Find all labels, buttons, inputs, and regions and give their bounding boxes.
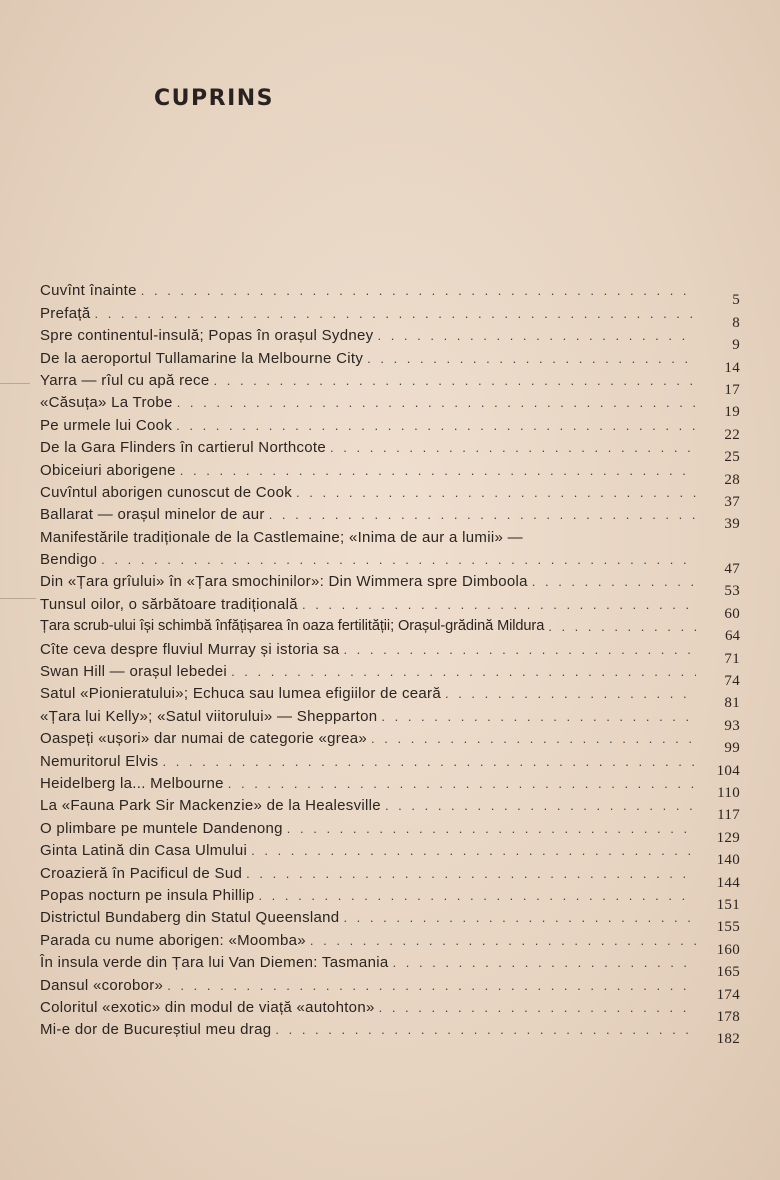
- toc-entry[interactable]: [40, 971, 740, 1003]
- leader-dots: [177, 394, 696, 411]
- toc-entry-page: 160: [716, 941, 740, 958]
- leader-dots: [310, 932, 696, 949]
- toc-entry-page: 22: [724, 426, 740, 443]
- leader-dots: [381, 708, 696, 725]
- toc-entry-title: Heidelberg la... Melbourne: [40, 774, 224, 792]
- toc-entry-title: Obiceiuri aborigene: [40, 461, 176, 479]
- leader-dots: [532, 573, 696, 590]
- toc-entry[interactable]: [40, 568, 740, 600]
- toc-entry-title: Ginta Latină din Casa Ulmului: [40, 842, 248, 860]
- toc-entry-title: Popas nocturn pe insula Phillip: [40, 886, 255, 904]
- toc-entry-title: Bendigo: [40, 551, 98, 569]
- toc-entry-page: 47: [724, 561, 740, 578]
- toc-entry[interactable]: [40, 590, 740, 622]
- toc-entry[interactable]: [40, 792, 740, 824]
- leader-dots: [246, 865, 696, 882]
- toc-entry-page: 53: [724, 583, 740, 600]
- toc-entry-page: 104: [716, 762, 740, 779]
- toc-entry-title: Satul «Pionieratului»; Echuca sau lumea efigiilor de ceară: [40, 685, 441, 703]
- toc-entry-title: Coloritul «exotic» din modul de viață «autohton»: [40, 998, 375, 1016]
- leader-dots: [393, 954, 697, 971]
- leader-dots: [251, 842, 696, 859]
- toc-entry-title: Din «Țara grîului» în «Țara smochinilor»: Din Wimmera spre Dimboola: [40, 573, 528, 591]
- toc-entry[interactable]: [40, 904, 740, 936]
- leader-dots: [228, 775, 696, 792]
- leader-dots: [385, 797, 696, 814]
- leader-dots: [343, 641, 696, 658]
- leader-dots: [141, 282, 696, 299]
- leader-dots: [371, 730, 696, 747]
- toc-entry[interactable]: [40, 456, 740, 488]
- toc-entry[interactable]: [40, 926, 740, 958]
- toc-entry-page: 178: [716, 1008, 740, 1025]
- toc-entry[interactable]: [40, 479, 740, 510]
- toc-entry[interactable]: [40, 949, 740, 981]
- toc-entry-page: 17: [724, 381, 740, 398]
- leader-dots: [296, 484, 696, 501]
- toc-entry[interactable]: [40, 434, 740, 466]
- toc-entry[interactable]: [40, 770, 740, 801]
- toc-entry-title: Districtul Bundaberg din Statul Queensland: [40, 909, 340, 927]
- toc-entry-page: 14: [724, 359, 740, 376]
- toc-entry-title: Cîte ceva despre fluviul Murray și istoria sa: [40, 640, 340, 658]
- toc-entry[interactable]: [40, 501, 740, 533]
- toc-entry[interactable]: [40, 702, 740, 734]
- toc-entry[interactable]: [40, 837, 740, 869]
- toc-entry-page: 5: [732, 292, 740, 309]
- toc-entry[interactable]: [40, 658, 740, 690]
- toc-entry-page: 93: [724, 717, 740, 734]
- toc-entry-page: 182: [716, 1031, 740, 1048]
- toc-entry[interactable]: [40, 680, 740, 712]
- toc-entry-page: 81: [724, 695, 740, 712]
- leader-dots: [377, 327, 696, 344]
- toc-entry-page: 155: [716, 919, 740, 936]
- toc-entry-title: Swan Hill — orașul lebedei: [40, 663, 228, 681]
- toc-entry[interactable]: [40, 322, 740, 354]
- table-of-contents: [40, 277, 740, 1048]
- leader-dots: [167, 977, 696, 994]
- toc-entry-title: Mi-e dor de Bucureștiul meu drag: [40, 1021, 272, 1039]
- toc-entry-page: 9: [732, 337, 740, 354]
- leader-dots: [258, 887, 696, 904]
- toc-entry[interactable]: [40, 277, 740, 309]
- toc-entry-title: Croazieră în Pacificul de Sud: [40, 864, 243, 882]
- toc-entry-title: Prefață: [40, 304, 91, 322]
- toc-entry-page: 19: [724, 404, 740, 421]
- leader-dots: [343, 909, 696, 926]
- toc-entry[interactable]: [40, 747, 740, 779]
- toc-entry-title: «Căsuța» La Trobe: [40, 394, 173, 412]
- toc-entry[interactable]: [40, 994, 740, 1025]
- toc-entry-title: Pe urmele lui Cook: [40, 416, 173, 434]
- toc-entry-title: De la aeroportul Tullamarine la Melbourne City: [40, 349, 364, 367]
- leader-dots: [231, 663, 696, 680]
- leader-dots: [214, 372, 697, 389]
- toc-entry-title: În insula verde din Țara lui Van Diemen: Tasmania: [40, 954, 389, 972]
- leader-dots: [162, 753, 696, 770]
- toc-entry[interactable]: [40, 411, 740, 443]
- toc-entry[interactable]: [40, 523, 740, 545]
- toc-entry-title: «Țara lui Kelly»; «Satul viitorului» — Shepparton: [40, 707, 378, 725]
- toc-entry[interactable]: [40, 814, 740, 846]
- toc-entry-title: Dansul «corobor»: [40, 976, 164, 994]
- toc-entry-page: 165: [716, 964, 740, 981]
- toc-entry-title: Spre continentul-insulă; Popas în orașul Sydney: [40, 327, 374, 345]
- toc-entry[interactable]: [40, 546, 740, 578]
- leader-dots: [275, 1021, 696, 1038]
- toc-entry-page: 99: [724, 740, 740, 757]
- page-title: CUPRINS: [154, 86, 275, 111]
- toc-entry-page: 110: [717, 784, 740, 801]
- leader-dots: [548, 618, 696, 635]
- toc-entry-page: 64: [725, 628, 740, 645]
- toc-entry-title: La «Fauna Park Sir Mackenzie» de la Healesville: [40, 797, 381, 815]
- toc-entry[interactable]: [40, 389, 740, 421]
- toc-entry[interactable]: [40, 859, 740, 891]
- toc-entry-page: 37: [724, 493, 740, 510]
- toc-entry-page: 129: [716, 829, 740, 846]
- toc-entry-page: 39: [724, 516, 740, 533]
- toc-entry-title: Ballarat — orașul minelor de aur: [40, 506, 265, 524]
- toc-entry[interactable]: [40, 882, 740, 913]
- toc-entry-title: Cuvînt înainte: [40, 282, 137, 300]
- toc-entry[interactable]: [40, 613, 740, 645]
- toc-entry-title: O plimbare pe muntele Dandenong: [40, 819, 283, 837]
- leader-dots: [302, 596, 696, 613]
- toc-entry[interactable]: [40, 1016, 740, 1048]
- leader-dots: [176, 417, 696, 434]
- toc-entry[interactable]: [40, 344, 740, 376]
- leader-dots: [94, 305, 696, 322]
- toc-entry-title: Tunsul oilor, o sărbătoare tradițională: [40, 595, 298, 613]
- leader-dots: [269, 506, 696, 523]
- toc-entry[interactable]: [40, 635, 740, 667]
- toc-entry[interactable]: [40, 299, 740, 331]
- paper-mark: [0, 383, 30, 384]
- toc-entry-page: 71: [724, 650, 740, 667]
- leader-dots: [287, 820, 696, 837]
- toc-entry[interactable]: [40, 367, 740, 398]
- toc-entry-page: 144: [716, 874, 740, 891]
- toc-entry-title: Yarra — rîul cu apă rece: [40, 371, 210, 389]
- leader-dots: [180, 462, 696, 479]
- toc-entry-page: 74: [724, 673, 740, 690]
- leader-dots: [367, 350, 696, 367]
- toc-entry-page: 60: [724, 605, 740, 622]
- toc-entry-page: 28: [724, 471, 740, 488]
- toc-entry-page: 117: [717, 807, 740, 824]
- toc-entry-title: Cuvîntul aborigen cunoscut de Cook: [40, 483, 293, 501]
- toc-entry-title: Oaspeți «ușori» dar numai de categorie «grea»: [40, 730, 368, 748]
- toc-entry-page: 8: [732, 314, 740, 331]
- leader-dots: [445, 685, 696, 702]
- toc-entry-title: Nemuritorul Elvis: [40, 752, 159, 770]
- toc-entry[interactable]: [40, 725, 740, 757]
- toc-entry-title: Țara scrub-ului își schimbă înfățișarea în oaza fertilității; Orașul-grădină Mildura: [40, 618, 545, 635]
- toc-entry-title: De la Gara Flinders în cartierul Northcote: [40, 439, 327, 457]
- paper-mark: [0, 598, 36, 599]
- leader-dots: [330, 439, 696, 456]
- toc-entry-title: Parada cu nume aborigen: «Moomba»: [40, 931, 306, 949]
- toc-entry-page: 25: [724, 449, 740, 466]
- leader-dots: [379, 999, 696, 1016]
- toc-entry-title: Manifestările tradiționale de la Castlemaine; «Inima de aur a lumii» —: [40, 528, 523, 546]
- toc-entry-page: 151: [716, 896, 740, 913]
- toc-entry-page: 140: [716, 852, 740, 869]
- toc-entry-page: 174: [716, 986, 740, 1003]
- leader-dots: [101, 551, 696, 568]
